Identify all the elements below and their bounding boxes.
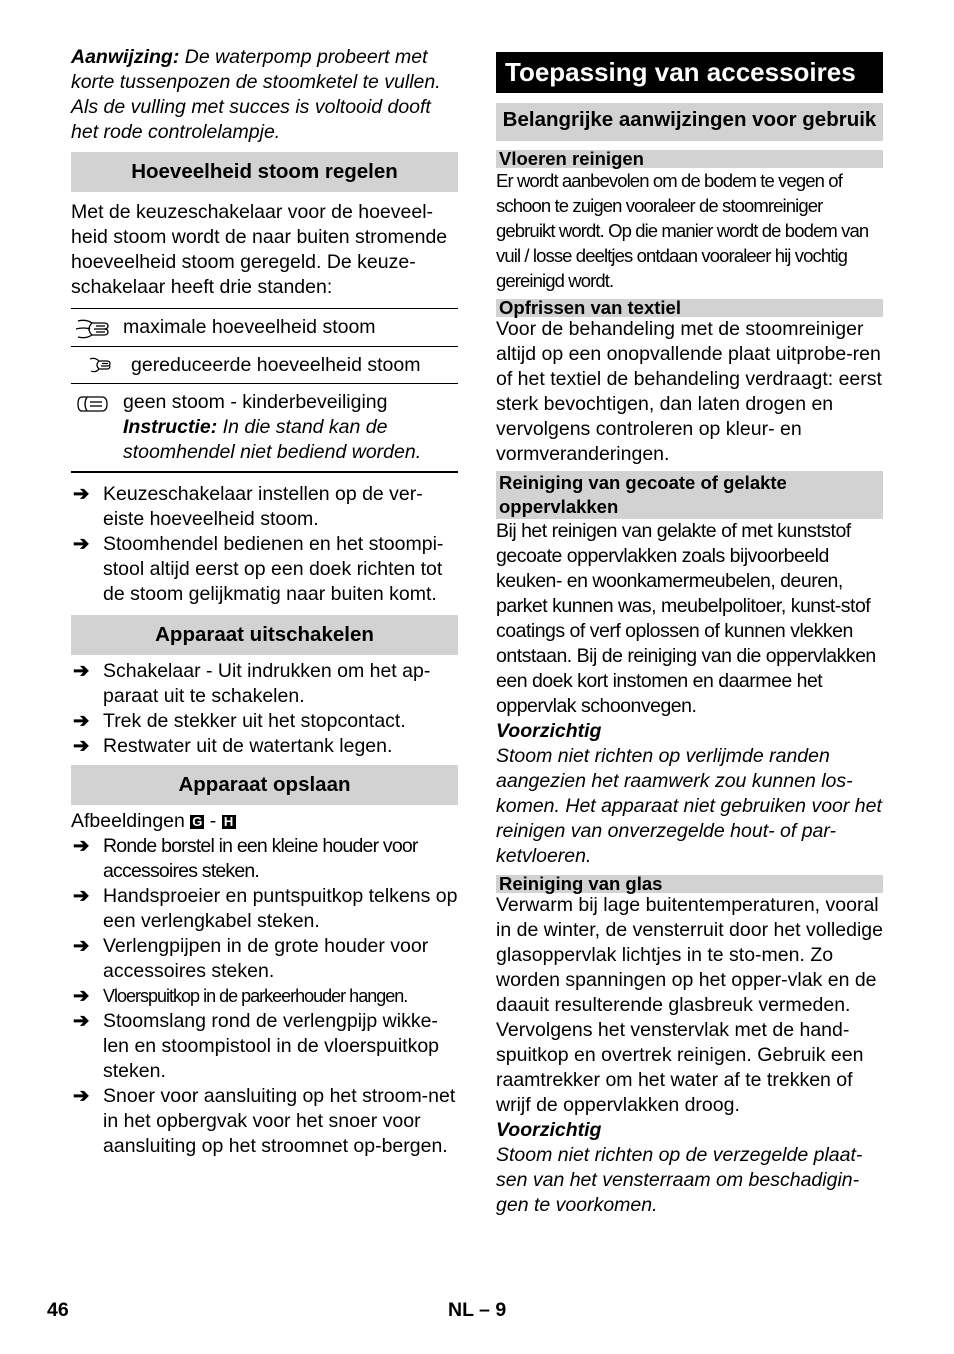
list-item: ➔ Verlengpijpen in de grote houder voor accessoires steken. (73, 935, 429, 982)
arrow-icon: ➔ (73, 1010, 90, 1032)
setting-label-off (115, 390, 458, 465)
steam-off-lock-icon (76, 392, 110, 416)
setting-row-max (71, 309, 458, 347)
list-item: ➔ Trek de stekker uit het stopcontact. (73, 710, 406, 732)
note-paragraph (71, 45, 458, 145)
arrow-icon: ➔ (73, 533, 90, 555)
setting-row-off (71, 384, 458, 471)
chapter-title: Toepassing van accessoires (496, 52, 883, 93)
coated-text: Bij het reinigen van gelakte of met kunststof gecoate oppervlakken zoals bijvoorbeeld keuken- en woonkamermeubelen, deuren, parket kunnen was, meubelpolitoer, kunst-stof coatings of verf oplossen of kunnen vlekken ontstaan. Bij de reiniging van die oppervlakken een doek kort instomen en daarmee het oppervlak schoonvegen. (496, 520, 876, 717)
list-item: ➔ Snoer voor aansluiting op het stroom-net in het opbergvak voor het snoer voor aansluiting op het stroomnet op-bergen. (73, 1085, 456, 1157)
glass-text-2: Vervolgens het venstervlak met de hand-spuitkop en overtrek reinigen. Gebruik een raamtrekker om het water af te trekken of wrijf de oppervlakken droog. (496, 1019, 864, 1116)
setting-row-reduced (71, 347, 458, 384)
steam-settings-table (71, 308, 458, 473)
figure-label-h: H (222, 815, 236, 829)
page-number: 46 (47, 1299, 69, 1321)
caution-text-2: Stoom niet richten op de verzegelde plaat-sen van het vensterraam om beschadigin-gen te voorkomen. (496, 1144, 863, 1216)
subheading-coated: Reiniging van gecoate of gelakte oppervlakken (496, 471, 883, 519)
list-item: ➔ Ronde borstel in een kleine houder voor accessoires steken. (73, 835, 418, 882)
setting-off-text: geen stoom - kinderbeveiliging (123, 391, 388, 413)
arrow-icon: ➔ (73, 985, 90, 1007)
setting-label-max: maximale hoeveelheid stoom (123, 316, 376, 338)
glass-text-1: Verwarm bij lage buitentemperaturen, vooral in de winter, de vensterruit door het volledige glasoppervlak lichtjes in te sto-men. Zo worden spanningen op het opper-vlak en de daauit resulterende glasbreuk vermeden. (496, 894, 883, 1016)
section-heading-storage: Apparaat opslaan (71, 765, 458, 805)
switch-off-steps (71, 659, 458, 759)
list-item: ➔ Schakelaar - Uit indrukken om het ap-paraat uit te schakelen. (73, 660, 431, 707)
floors-text: Er wordt aanbevolen om de bodem te vegen of schoon te zuigen vooraleer de stoomreiniger gebruikt wordt. Op die manier wordt de bodem van vuil / losse deeltjes ontdaan vooraleer hij vochtig gereinigd wordt. (496, 170, 869, 291)
figure-reference: Afbeeldingen G - H (71, 809, 458, 834)
textile-text: Voor de behandeling met de stoomreiniger altijd op een onopvallende plaat uitprobe-ren of het textiel de behandeling verdraagt: eerst sterk bevochtigen, dan laten drogen en vervolgens controleren op kleur- en vormveranderingen. (496, 318, 882, 465)
instruction-label: Instructie: (123, 416, 218, 438)
arrow-icon: ➔ (73, 735, 90, 757)
arrow-icon: ➔ (73, 710, 90, 732)
instruction-text: In die stand kan de stoomhendel niet bediend worden. (123, 416, 422, 463)
steam-reduced-icon (88, 355, 114, 375)
note-text: De waterpomp probeert met korte tussenpozen de stoomketel te vullen. Als de vulling met succes is voltooid dooft het rode controlelampje. (71, 46, 441, 143)
subheading-floors: Vloeren reinigen (496, 150, 883, 168)
page-label: NL – 9 (448, 1299, 507, 1321)
arrow-icon: ➔ (73, 935, 90, 957)
setting-off-instruction (123, 415, 458, 465)
list-item: ➔ Handsproeier en puntspuitkop telkens op een verlengkabel steken. (73, 885, 458, 932)
left-column (71, 45, 458, 1159)
caution-text-1: Stoom niet richten op verlijmde randen aangezien het raamwerk zou kunnen los-komen. Het apparaat niet gebruiken voor het reinigen van onverzegelde hout- of par-ketvloeren. (496, 745, 882, 867)
list-item: ➔ Restwater uit de watertank legen. (73, 735, 393, 757)
arrow-icon: ➔ (73, 885, 90, 907)
figure-label-g: G (192, 814, 203, 829)
list-item: ➔ Vloerspuitkop in de parkeerhouder hangen. (73, 985, 408, 1007)
storage-steps (71, 834, 458, 1159)
section-heading-switch-off: Apparaat uitschakelen (71, 615, 458, 655)
arrow-icon: ➔ (73, 835, 90, 857)
caution-label-1: Voorzichtig (496, 720, 602, 742)
steam-amount-intro: Met de keuzeschakelaar voor de hoeveel-heid stoom wordt de naar buiten stromende hoeveelheid stoom geregeld. De keuze-schakelaar heeft drie standen: (71, 201, 448, 298)
arrow-icon: ➔ (73, 1085, 90, 1107)
right-column (496, 52, 883, 1218)
subheading-glass: Reiniging van glas (496, 875, 883, 893)
list-item: ➔ Stoomhendel bedienen en het stoompi-stool altijd eerst op een doek richten tot de stoom gelijkmatig naar buiten komt. (73, 533, 444, 605)
list-item: ➔ Keuzeschakelaar instellen op de ver-eiste hoeveelheid stoom. (73, 483, 423, 530)
steam-amount-steps (71, 482, 458, 607)
list-item: ➔ Stoomslang rond de verlengpijp wikke-len en stoompistool in de vloerspuitkop steken. (73, 1010, 440, 1082)
steam-max-icon (74, 317, 112, 341)
caution-label-2: Voorzichtig (496, 1119, 602, 1141)
subheading-textile: Opfrissen van textiel (496, 299, 883, 317)
section-heading-steam-amount: Hoeveelheid stoom regelen (71, 152, 458, 192)
arrow-icon: ➔ (73, 483, 90, 505)
arrow-icon: ➔ (73, 660, 90, 682)
setting-label-reduced: gereduceerde hoeveelheid stoom (131, 354, 421, 376)
note-label: Aanwijzing: (71, 46, 180, 68)
section-heading-important-notes: Belangrijke aanwijzingen voor gebruik (496, 103, 883, 141)
